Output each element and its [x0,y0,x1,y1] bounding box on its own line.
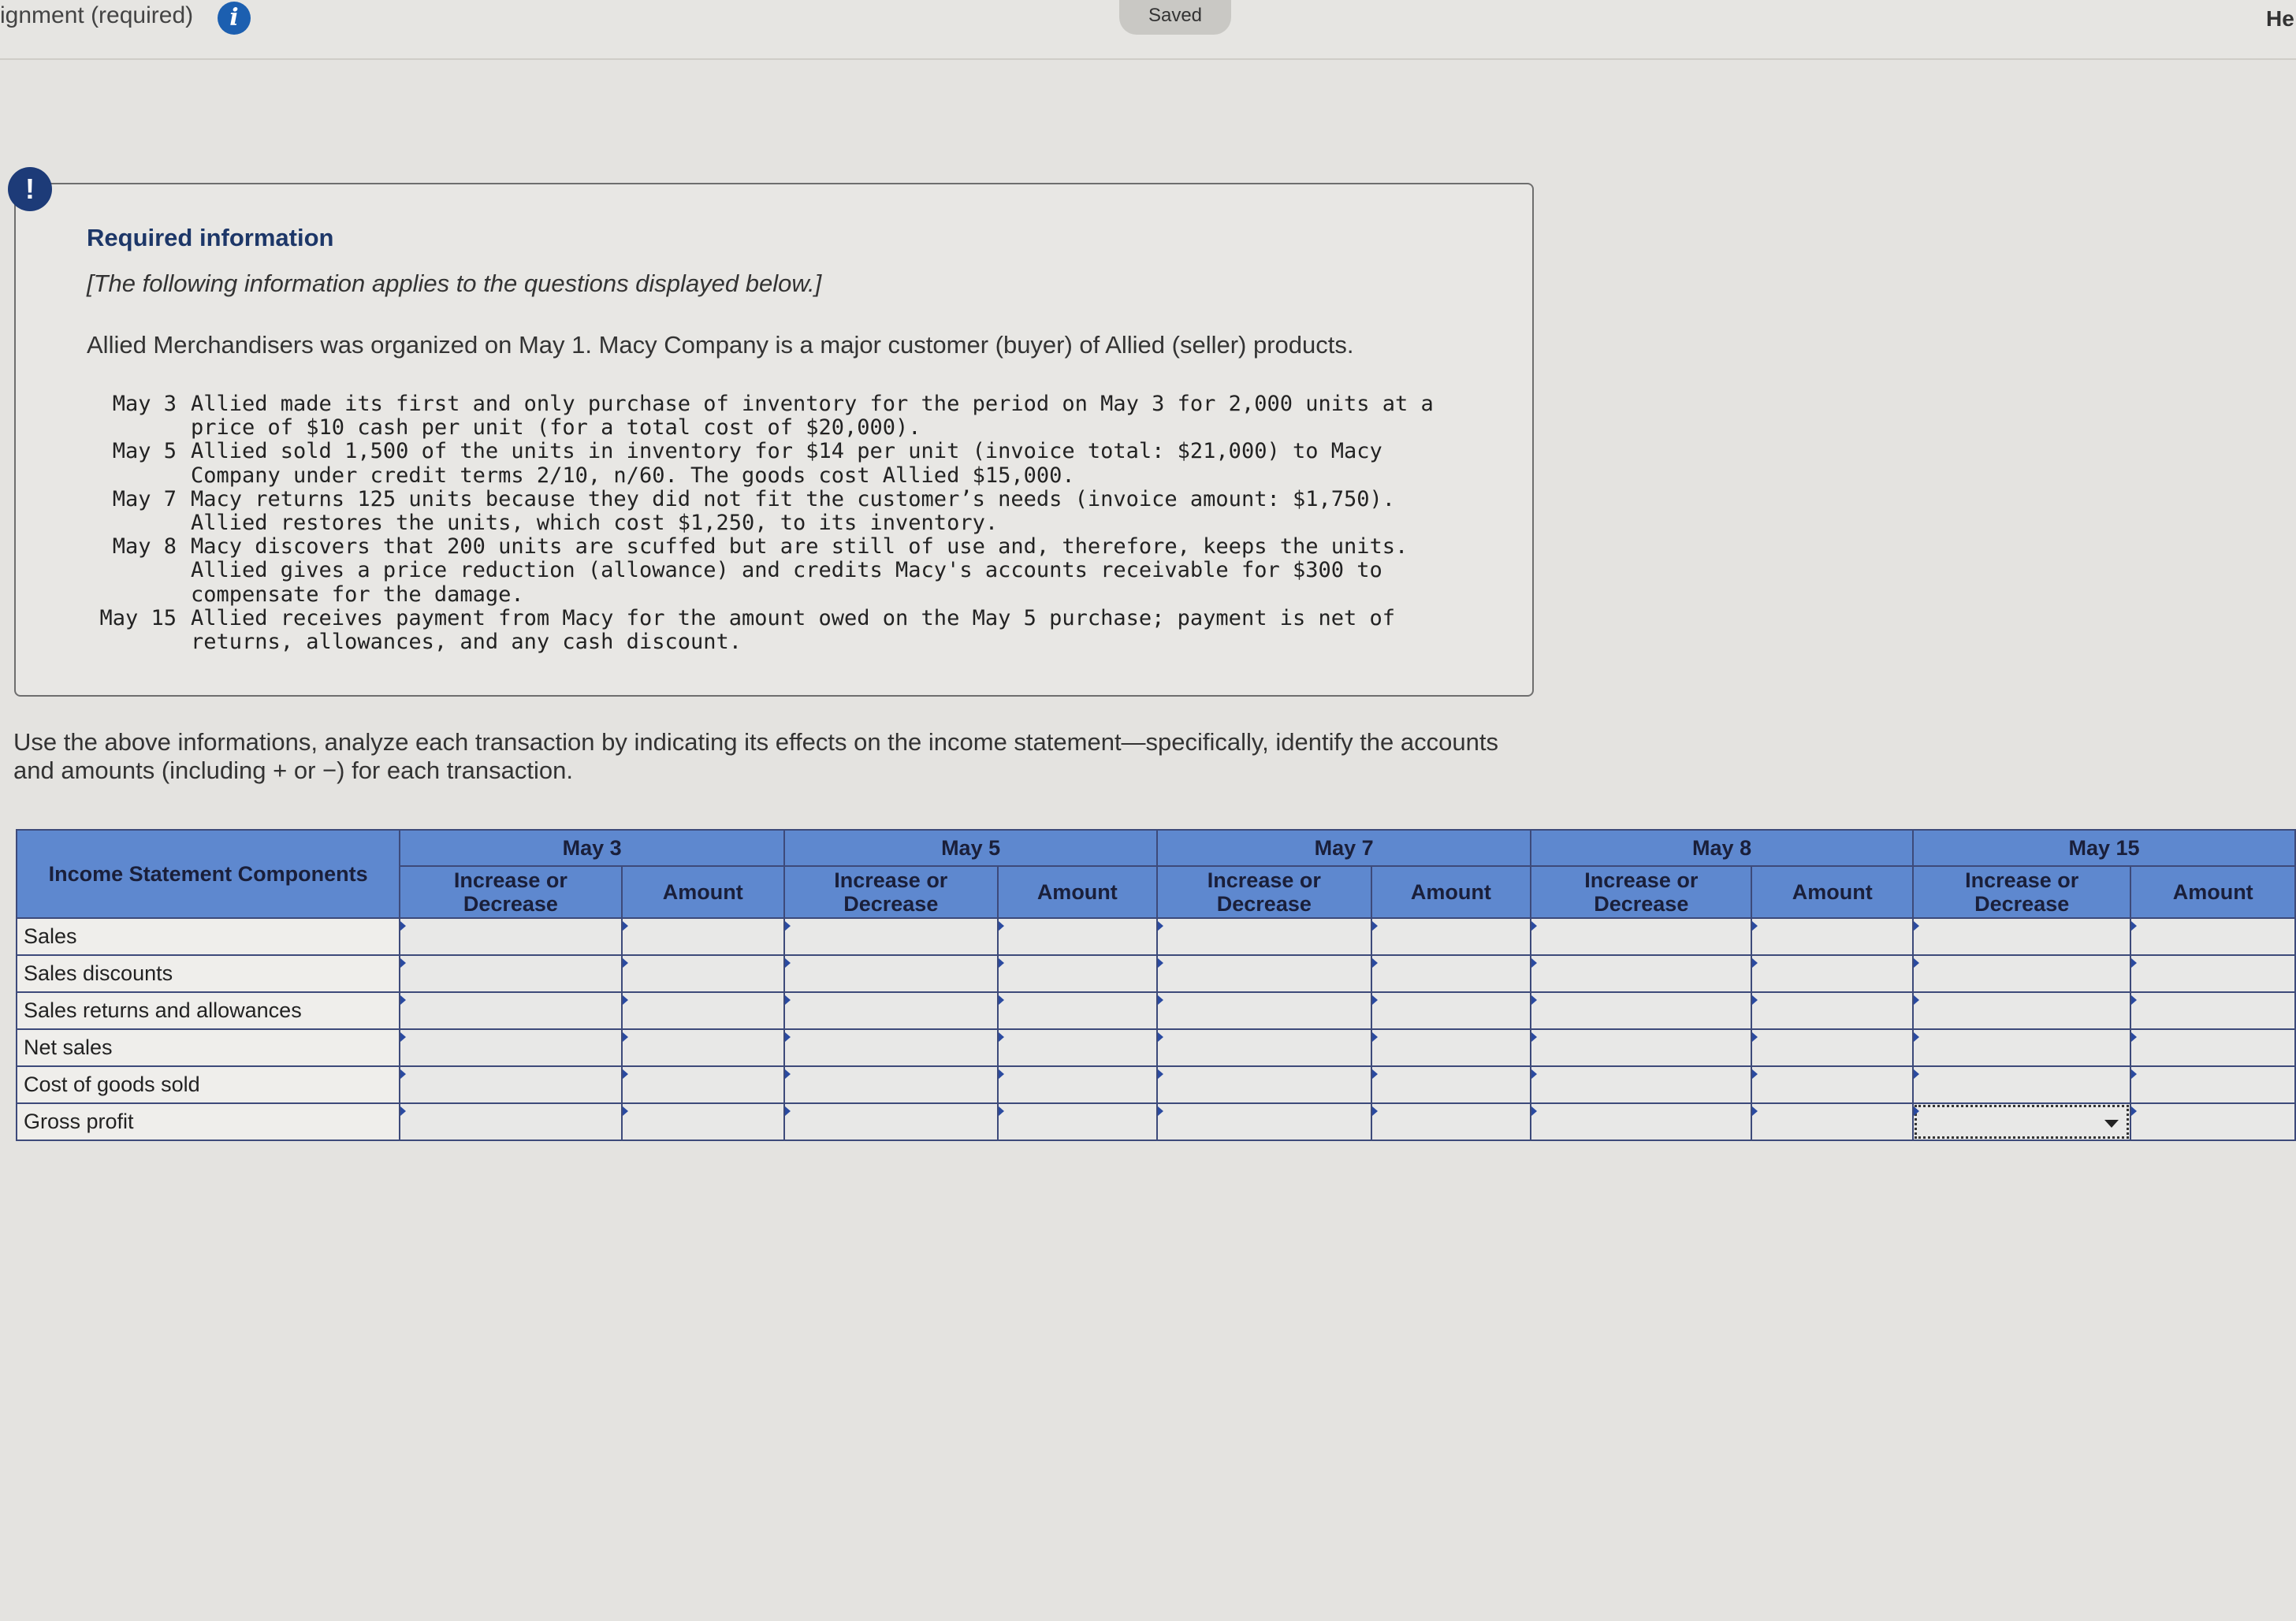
increase-decrease-select[interactable] [400,1103,621,1140]
alert-icon: ! [8,167,52,211]
row-label: Cost of goods sold [17,1066,400,1103]
cell-marker-icon [1372,995,1378,1005]
amount-input[interactable] [2130,1103,2295,1140]
amount-input[interactable] [1371,992,1531,1029]
cell-marker-icon [999,995,1004,1005]
transaction-text: Macy discovers that 200 units are scuffed but are still of use and, therefore, keeps the units. Allied gives a price reduction (allowance) and credits Macy's accounts receivable for $300 to compensate for the damage. [191,534,1421,607]
increase-decrease-select[interactable] [784,955,997,992]
top-bar [0,0,2296,60]
cell-marker-icon [999,1032,1004,1042]
transaction-date: May 8 [112,534,177,560]
cell-marker-icon [623,1069,628,1079]
amount-header: Amount [1371,866,1531,918]
cell-marker-icon [1752,1106,1758,1116]
saved-status: Saved [1119,0,1231,35]
cell-marker-icon [1914,958,1919,968]
transaction-text: Allied made its first and only purchase of inventory for the period on May 3 for 2,000 units at a price of $10 cash per unit (for a total cost of $20,000). [191,392,1447,441]
amount-input[interactable] [1371,1066,1531,1103]
row-label: Net sales [17,1029,400,1066]
increase-decrease-header: Increase or Decrease [400,866,621,918]
increase-decrease-select[interactable] [1157,1029,1371,1066]
cell-marker-icon [1531,1069,1537,1079]
components-header: Income Statement Components [17,830,400,918]
transaction-date: May 5 [112,439,177,464]
cell-marker-icon [999,1106,1004,1116]
cell-marker-icon [623,921,628,931]
cell-marker-icon [623,1032,628,1042]
increase-decrease-select[interactable] [1913,992,2130,1029]
cell-marker-icon [400,958,406,968]
increase-decrease-select[interactable] [1531,955,1751,992]
table-row [17,1029,2295,1066]
cell-marker-icon [1914,1106,1919,1116]
assignment-title: ignment (required) [0,2,194,28]
increase-decrease-select[interactable] [1531,992,1751,1029]
cell-marker-icon [400,995,406,1005]
cell-marker-icon [1372,921,1378,931]
increase-decrease-select[interactable] [1157,955,1371,992]
transaction-text: Allied receives payment from Macy for the amount owed on the May 5 purchase; payment is net of returns, allowances, and any cash discount. [191,605,1408,655]
transaction-date: May 7 [112,486,177,511]
cell-marker-icon [2131,1032,2137,1042]
row-label: Sales [17,918,400,955]
table-row [17,955,2295,992]
cell-marker-icon [785,995,791,1005]
increase-decrease-select[interactable] [1157,918,1371,955]
amount-input[interactable] [1371,1029,1531,1066]
date-header: May 3 [400,830,784,866]
transaction-date: May 3 [112,392,177,416]
increase-decrease-select[interactable] [400,918,621,955]
cell-marker-icon [1158,995,1163,1005]
amount-input[interactable] [622,992,785,1029]
increase-decrease-select[interactable] [400,992,621,1029]
cell-marker-icon [623,995,628,1005]
required-info-heading: Required information [87,224,334,251]
cell-marker-icon [999,1069,1004,1079]
cell-marker-icon [1158,1069,1163,1079]
transaction-item [82,488,1483,535]
amount-header: Amount [622,866,785,918]
info-icon[interactable]: i [218,2,251,35]
amount-input[interactable] [622,1066,785,1103]
cell-marker-icon [1531,1106,1537,1116]
date-header: May 8 [1531,830,1913,866]
help-link[interactable]: He [2266,6,2294,31]
cell-marker-icon [400,1032,406,1042]
amount-input[interactable] [1371,918,1531,955]
cell-marker-icon [1158,1106,1163,1116]
increase-decrease-select[interactable] [1913,918,2130,955]
amount-input[interactable] [998,1029,1158,1066]
amount-input[interactable] [2130,1066,2295,1103]
cell-marker-icon [1752,1069,1758,1079]
amount-input[interactable] [1371,955,1531,992]
transaction-text: Macy returns 125 units because they did not fit the customer’s needs (invoice amount: $1,750). Allied restores the units, which cost $1,250, to its inventory. [191,486,1408,536]
increase-decrease-header: Increase or Decrease [1913,866,2130,918]
cell-marker-icon [2131,958,2137,968]
cell-marker-icon [400,921,406,931]
cell-marker-icon [1914,1032,1919,1042]
increase-decrease-select[interactable] [784,918,997,955]
cell-marker-icon [1752,958,1758,968]
cell-marker-icon [1531,1032,1537,1042]
cell-marker-icon [785,1032,791,1042]
increase-decrease-select[interactable] [1531,1029,1751,1066]
amount-input[interactable] [1751,955,1913,992]
cell-marker-icon [1531,958,1537,968]
cell-marker-icon [1914,995,1919,1005]
required-info-intro: Allied Merchandisers was organized on May 1. Macy Company is a major customer (buyer) of Allied (seller) products. [87,331,1354,359]
required-info-note: [The following information applies to the questions displayed below.] [87,270,822,297]
increase-decrease-select[interactable] [1531,918,1751,955]
increase-decrease-select[interactable] [784,992,997,1029]
amount-input[interactable] [998,955,1158,992]
cell-marker-icon [1531,921,1537,931]
amount-input[interactable] [622,918,785,955]
amount-input[interactable] [2130,992,2295,1029]
increase-decrease-select[interactable] [1531,1103,1751,1140]
table-row [17,1066,2295,1103]
transaction-item [82,392,1483,440]
cell-marker-icon [2131,1069,2137,1079]
table-row [17,992,2295,1029]
amount-input[interactable] [1751,1066,1913,1103]
increase-decrease-select[interactable] [784,1066,997,1103]
amount-input[interactable] [998,1066,1158,1103]
increase-decrease-header: Increase or Decrease [1531,866,1751,918]
amount-input[interactable] [622,1103,785,1140]
cell-marker-icon [785,958,791,968]
cell-marker-icon [2131,1106,2137,1116]
amount-input[interactable] [622,1029,785,1066]
increase-decrease-select[interactable] [1157,1103,1371,1140]
amount-input[interactable] [998,992,1158,1029]
date-header: May 5 [784,830,1157,866]
increase-decrease-select[interactable] [400,1029,621,1066]
cell-marker-icon [999,958,1004,968]
instructions: Use the above informations, analyze each transaction by indicating its effects on the income statement—specifically, identify the accounts and amounts (including + or −) for each transaction. [13,728,1498,784]
transaction-item [82,607,1483,654]
cell-marker-icon [1372,1106,1378,1116]
required-information-panel [14,183,1534,697]
cell-marker-icon [785,1069,791,1079]
cell-marker-icon [1914,1069,1919,1079]
increase-decrease-select[interactable] [1531,1066,1751,1103]
row-label: Sales returns and allowances [17,992,400,1029]
cell-marker-icon [1531,995,1537,1005]
cell-marker-icon [1158,921,1163,931]
increase-decrease-header: Increase or Decrease [784,866,997,918]
table-row [17,1103,2295,1140]
transaction-item [82,440,1483,487]
date-header: May 7 [1157,830,1531,866]
cell-marker-icon [623,958,628,968]
increase-decrease-select[interactable] [400,1066,621,1103]
amount-input[interactable] [1371,1103,1531,1140]
increase-decrease-header: Increase or Decrease [1157,866,1371,918]
cell-marker-icon [1752,1032,1758,1042]
date-header: May 15 [1913,830,2295,866]
table-row [17,918,2295,955]
cell-marker-icon [1158,958,1163,968]
transaction-date: May 15 [99,605,177,630]
amount-input[interactable] [2130,918,2295,955]
cell-marker-icon [400,1106,406,1116]
increase-decrease-select[interactable] [1913,955,2130,992]
cell-marker-icon [1158,1032,1163,1042]
dropdown-arrow-icon[interactable] [2104,1120,2119,1128]
cell-marker-icon [785,1106,791,1116]
cell-marker-icon [2131,921,2137,931]
cell-marker-icon [1372,1069,1378,1079]
amount-input[interactable] [1751,1029,1913,1066]
row-label: Sales discounts [17,955,400,992]
transaction-text: Allied sold 1,500 of the units in inventory for $14 per unit (invoice total: $21,000) to Macy Company under credit terms 2/10, n/60. The goods cost Allied $15,000. [191,439,1396,488]
row-label: Gross profit [17,1103,400,1140]
cell-marker-icon [1752,921,1758,931]
cell-marker-icon [999,921,1004,931]
cell-marker-icon [785,921,791,931]
amount-header: Amount [998,866,1158,918]
amount-input[interactable] [622,955,785,992]
income-statement-table [16,829,2296,1141]
cell-marker-icon [623,1106,628,1116]
increase-decrease-select[interactable] [784,1029,997,1066]
increase-decrease-select[interactable] [400,955,621,992]
cell-marker-icon [1372,958,1378,968]
increase-decrease-select[interactable] [1913,1029,2130,1066]
amount-input[interactable] [998,1103,1158,1140]
cell-marker-icon [2131,995,2137,1005]
amount-header: Amount [2130,866,2295,918]
amount-header: Amount [1751,866,1913,918]
increase-decrease-select[interactable] [784,1103,997,1140]
cell-marker-icon [1372,1032,1378,1042]
amount-input[interactable] [1751,918,1913,955]
cell-marker-icon [1914,921,1919,931]
increase-decrease-select[interactable] [1913,1103,2130,1140]
amount-input[interactable] [998,918,1158,955]
increase-decrease-select[interactable] [1157,1066,1371,1103]
increase-decrease-select[interactable] [1157,992,1371,1029]
cell-marker-icon [400,1069,406,1079]
amount-input[interactable] [1751,992,1913,1029]
increase-decrease-select[interactable] [1913,1066,2130,1103]
amount-input[interactable] [2130,1029,2295,1066]
transaction-list [82,392,1483,654]
amount-input[interactable] [2130,955,2295,992]
cell-marker-icon [1752,995,1758,1005]
amount-input[interactable] [1751,1103,1913,1140]
transaction-item [82,535,1483,607]
